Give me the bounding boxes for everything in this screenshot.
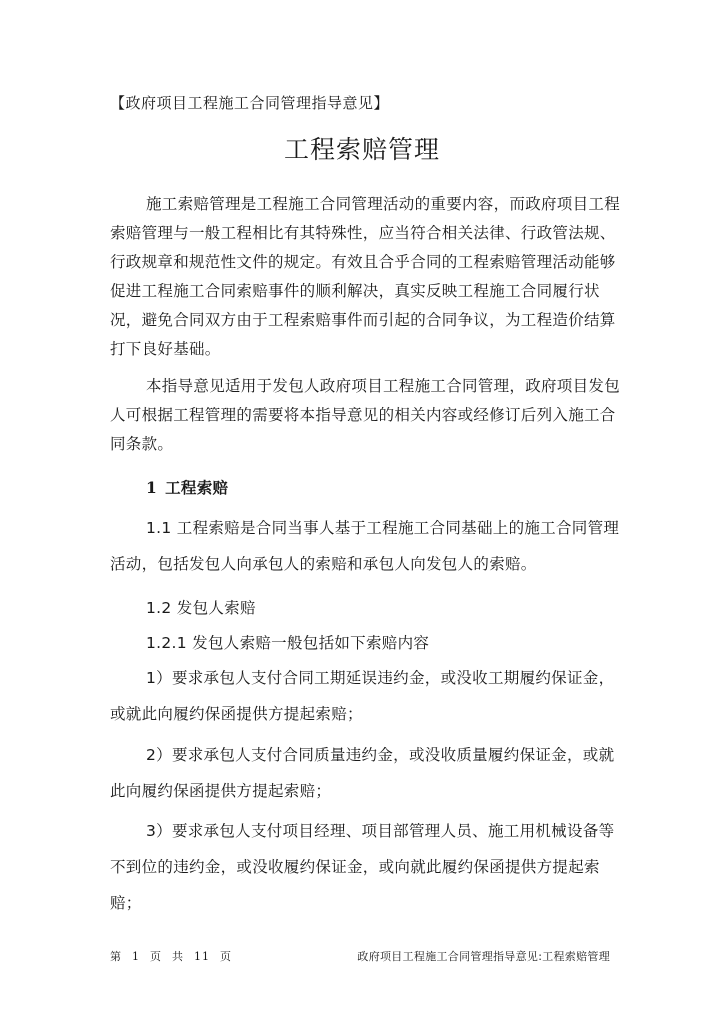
intro-paragraph-1 [110,190,620,364]
subsection-title: 1.2 发包人索赔 [146,599,256,617]
page-total: 11 [194,950,210,963]
page-label-post: 页 [220,950,232,963]
subsection-title: 1.2.1 发包人索赔一般包括如下索赔内容 [146,634,430,652]
section-title: 工程索赔 [165,479,229,497]
list-item-text: 2）要求承包人支付合同质量违约金，或没收质量履约保证金，或就此向履约保函提供方提起索赔； [110,746,615,800]
document-series-title: 【政府项目工程施工合同管理指导意见】 [110,94,390,112]
page-label-total: 共 [172,950,184,963]
running-footer-title: 政府项目工程施工合同管理指导意见:工程索赔管理 [357,950,610,963]
page-current: 1 [132,950,140,963]
list-item-2 [110,737,620,809]
subsection-heading-1-2 [110,590,620,626]
page-label-pre: 第 [110,950,122,963]
intro-paragraph-2 [110,372,620,459]
list-item-1 [110,660,620,732]
section-heading-1 [146,476,228,498]
paragraph-text: 本指导意见适用于发包人政府项目工程施工合同管理，政府项目发包人可根据工程管理的需要将本指导意见的相关内容或经修订后列入施工合同条款。 [110,377,621,453]
clause-text: 1.1 工程索赔是合同当事人基于工程施工合同基础上的施工合同管理活动，包括发包人向承包人的索赔和承包人向发包人的索赔。 [110,519,620,573]
clause-1-1 [110,510,620,582]
list-item-text: 1）要求承包人支付合同工期延误违约金，或没收工期履约保证金，或就此向履约保函提供方提起索赔； [110,669,615,723]
subsection-heading-1-2-1 [110,625,620,661]
paragraph-text: 施工索赔管理是工程施工合同管理活动的重要内容，而政府项目工程索赔管理与一般工程相比有其特殊性，应当符合相关法律、行政管法规、行政规章和规范性文件的规定。有效且合乎合同的工程索赔管理活动能够促进工程施工合同索赔事件的顺利解决，真实反映工程施工合同履行状况，避免合同双方由于工程索赔事件而引起的合同争议，为工程造价结算打下良好基础。 [110,195,621,358]
list-item-text: 3）要求承包人支付项目经理、项目部管理人员、施工用机械设备等不到位的违约金，或没收履约保证金，或向就此履约保函提供方提起索赔； [110,822,615,912]
page-label-mid: 页 [150,950,162,963]
section-number: 1 [146,478,158,497]
page-number-footer [110,948,242,964]
list-item-3 [110,813,620,921]
page-title: 工程索赔管理 [283,135,440,164]
